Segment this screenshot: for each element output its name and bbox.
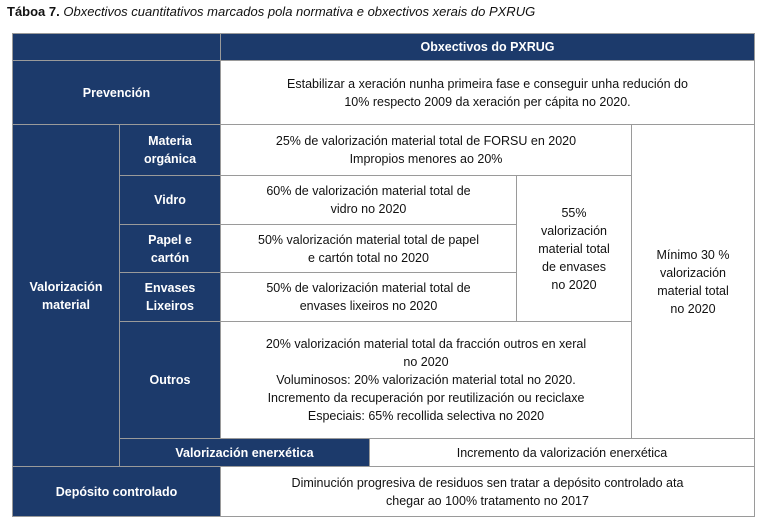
row-prevencion <box>13 61 755 125</box>
prevencion-label: Prevención <box>13 61 221 125</box>
header-empty-cell <box>13 34 221 61</box>
minimo-line4: no 2020 <box>670 301 716 316</box>
papel-line2: e cartón total no 2020 <box>308 250 429 265</box>
papel-label1: Papel e <box>148 232 192 247</box>
papel-label <box>120 224 221 273</box>
row-deposito <box>13 467 755 517</box>
outros-line3: Voluminosos: 20% valorización material total no 2020. <box>276 373 576 387</box>
papel-label2: cartón <box>150 250 190 265</box>
materia-organica-line1: 25% de valorización material total de FORSU en 2020 <box>275 134 577 149</box>
envases-total-line3: material total <box>538 241 610 256</box>
outros-line2: no 2020 <box>403 355 449 369</box>
envases-total-line1: 55% <box>561 205 587 220</box>
row-materia-organica <box>13 125 755 176</box>
materia-organica-label <box>120 125 221 176</box>
envases-line2: envases lixeiros no 2020 <box>299 299 438 314</box>
outros-line5: Especiais: 65% recollida selectiva no 2020 <box>307 409 545 423</box>
envases-total-line2: valorización <box>540 223 607 238</box>
outros-label: Outros <box>120 322 221 439</box>
vidro-line1: 60% de valorización material total de <box>266 183 471 198</box>
envases-label <box>120 273 221 322</box>
minimo-valorizacion-cell <box>632 125 755 439</box>
minimo-line2: valorización <box>659 265 726 280</box>
objectives-table <box>12 33 755 517</box>
envases-total-cell <box>517 176 632 322</box>
caption-text: Obxectivos cuantitativos marcados pola normativa e obxectivos xerais do PXRUG <box>63 4 536 19</box>
materia-organica-label1: Materia <box>148 134 192 149</box>
vidro-text <box>221 176 517 225</box>
caption-label: Táboa 7. <box>7 4 60 19</box>
prevencion-line2: 10% respecto 2009 da xeración per cápita no 2020. <box>344 94 631 109</box>
prevencion-text <box>221 61 755 125</box>
enerxetica-text: Incremento da valorización enerxética <box>370 438 755 466</box>
vidro-line2: vidro no 2020 <box>330 201 407 216</box>
papel-line1: 50% valorización material total de papel <box>258 232 479 247</box>
header-row <box>13 34 755 61</box>
outros-text <box>221 322 632 439</box>
vidro-label: Vidro <box>120 176 221 225</box>
table-caption <box>7 4 535 20</box>
prevencion-line1: Estabilizar a xeración nunha primeira fase e conseguir unha redución do <box>287 76 688 91</box>
materia-organica-label2: orgánica <box>143 152 197 167</box>
deposito-label: Depósito controlado <box>13 467 221 517</box>
outros-line4: Incremento da recuperación por reutilización ou reciclaxe <box>267 391 585 405</box>
envases-text <box>221 273 517 322</box>
envases-total-line4: de envases <box>542 259 606 274</box>
minimo-line1: Mínimo 30 % <box>656 247 730 262</box>
header-title: Obxectivos do PXRUG <box>221 34 755 61</box>
envases-line1: 50% de valorización material total de <box>266 281 471 296</box>
papel-text <box>221 224 517 273</box>
outros-line1: 20% valorización material total da fracción outros en xeral <box>265 337 587 351</box>
valorizacion-material-line1: Valorización <box>29 279 103 294</box>
valorizacion-material-label <box>13 125 120 467</box>
materia-organica-line2: Impropios menores ao 20% <box>349 152 503 167</box>
envases-label2: Lixeiros <box>146 299 194 314</box>
deposito-line1: Diminución progresiva de residuos sen tratar a depósito controlado ata <box>291 475 684 490</box>
deposito-line2: chegar ao 100% tratamento no 2017 <box>386 493 589 508</box>
row-enerxetica <box>13 438 755 466</box>
materia-organica-text <box>221 125 632 176</box>
valorizacion-material-line2: material <box>42 297 90 312</box>
minimo-line3: material total <box>657 283 729 298</box>
envases-total-line5: no 2020 <box>551 277 597 292</box>
enerxetica-label: Valorización enerxética <box>120 438 370 466</box>
envases-label1: Envases <box>144 281 196 296</box>
deposito-text <box>221 467 755 517</box>
